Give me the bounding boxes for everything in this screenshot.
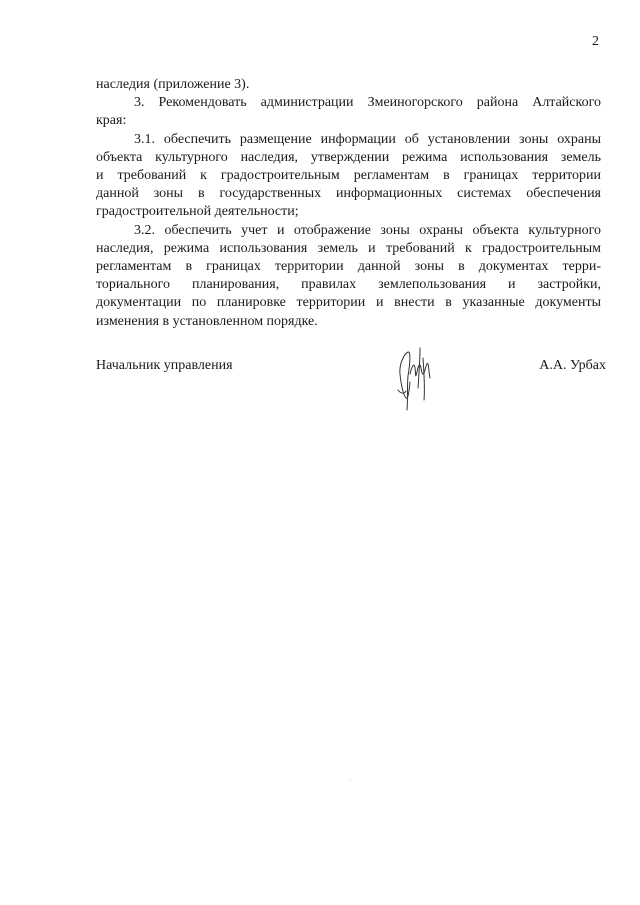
paragraph-item-3 [96, 94, 601, 130]
paragraph-item-3-2 [96, 222, 601, 331]
scan-speck [350, 779, 351, 780]
text-line: 3.1. обеспечить размещение информации об установлении зоны охраны [134, 131, 601, 147]
text-line: наследия, режима использования земель и требований к градостроительным [96, 240, 601, 256]
text-line: данной зоны в государственных информационных системах обеспечения [96, 186, 601, 202]
text-line: 3.2. обеспечить учет и отображение зоны охраны объекта культурного [134, 222, 601, 238]
text-line: градостроительной деятельности; [96, 204, 299, 220]
page-number: 2 [592, 34, 599, 49]
text-line: и требований к градостроительным регламентам в границах территории [96, 168, 601, 184]
document-body [96, 76, 601, 331]
text-line: ториального планирования, правилах землепользования и застройки, [96, 277, 601, 293]
paragraph-item-3-1 [96, 131, 601, 222]
signer-name: А.А. Урбах [539, 358, 606, 373]
paragraph-continuation [96, 76, 601, 94]
text-line: наследия (приложение 3). [96, 77, 250, 92]
text-line: 3. Рекомендовать администрации Змеиногорского района Алтайского [134, 95, 601, 111]
text-line: документации по планировке территории и внести в указанные документы [96, 295, 601, 311]
handwritten-signature [396, 344, 436, 416]
signer-title: Начальник управления [96, 358, 233, 373]
text-line: объекта культурного наследия, утверждении режима использования земель [96, 149, 601, 165]
text-line: изменения в установленном порядке. [96, 313, 318, 329]
text-line: регламентам в границах территории данной зоны в документах терри- [96, 259, 601, 275]
text-line: края: [96, 113, 127, 129]
